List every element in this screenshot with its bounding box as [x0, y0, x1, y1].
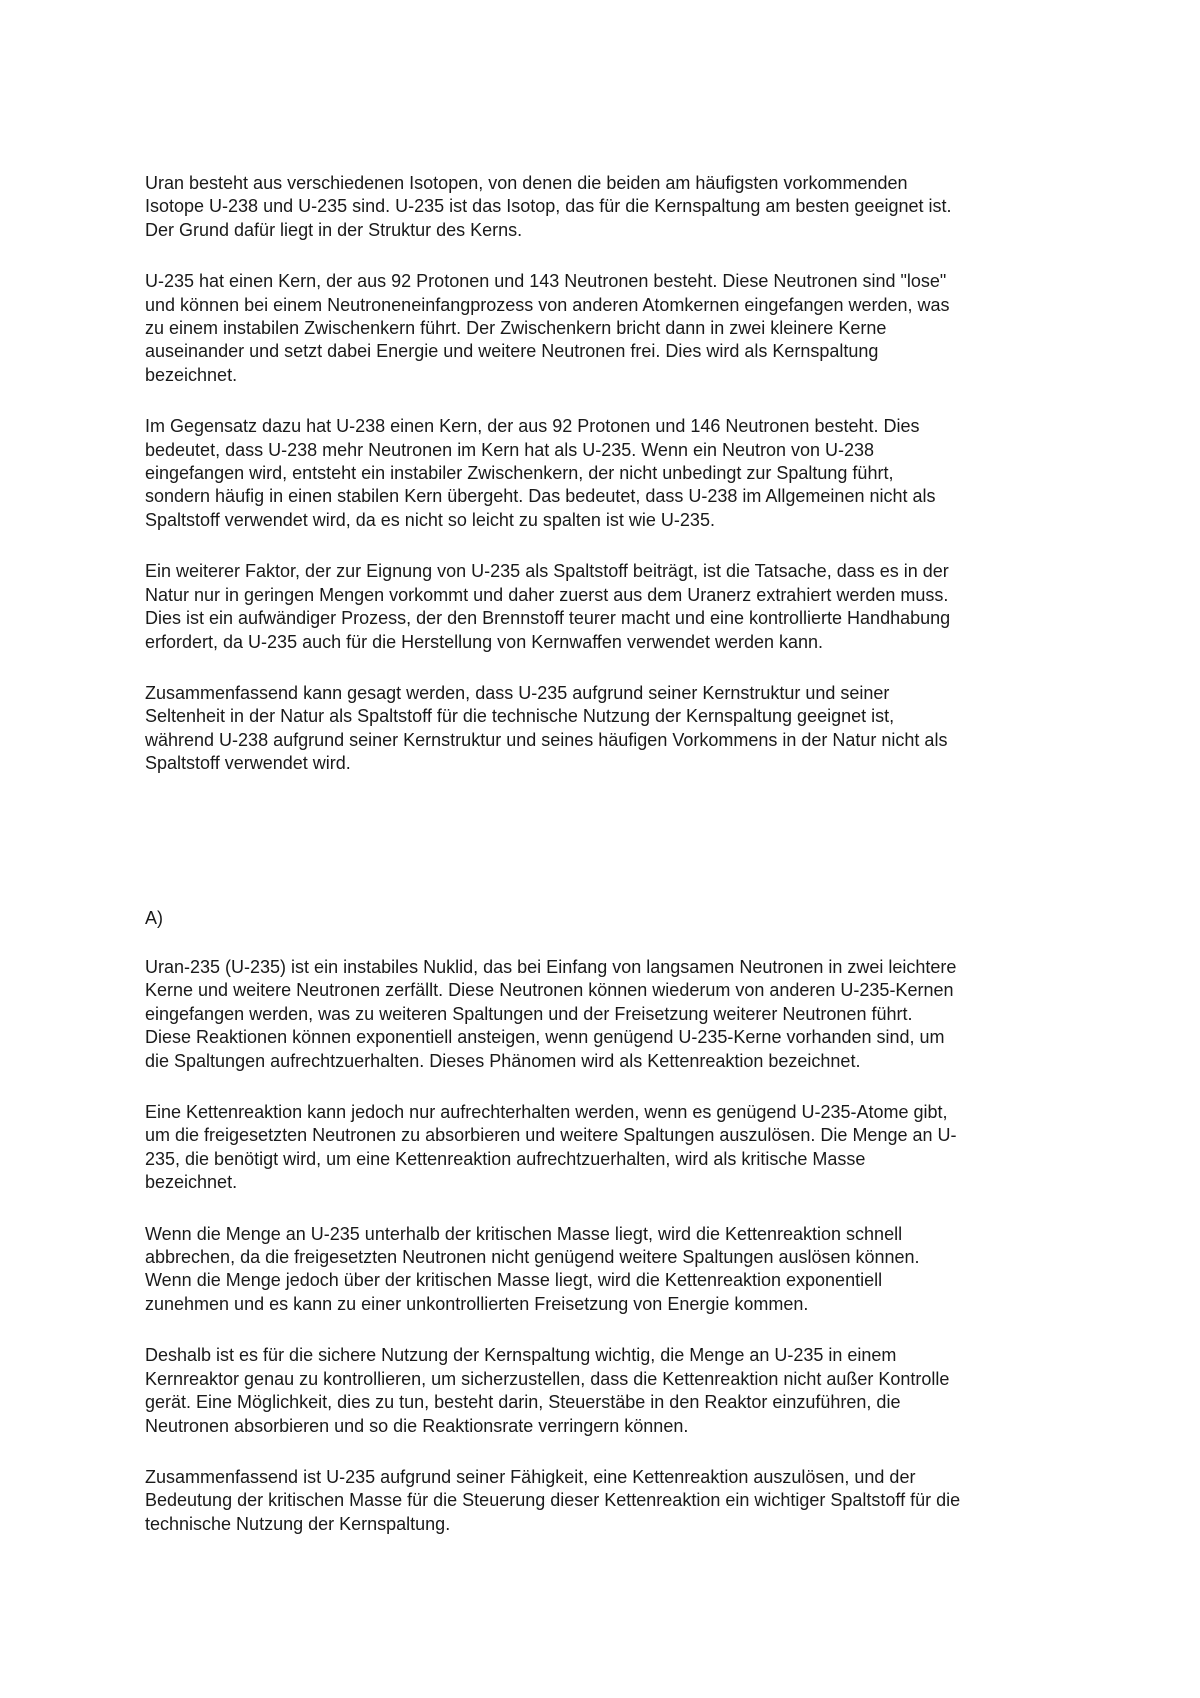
paragraph: Uran besteht aus verschiedenen Isotopen, von denen die beiden am häufigsten vorkommenden Isotope U-238 und U-235 sind. U-235 ist das Isotop, das für die Kernspaltung am besten geeignet ist. Der Grund dafür liegt in der Struktur des Kerns.: [145, 173, 952, 240]
paragraph: Ein weiterer Faktor, der zur Eignung von U-235 als Spaltstoff beiträgt, ist die Tatsache, dass es in der Natur nur in geringen Mengen vorkommt und daher zuerst aus dem Uranerz extrahiert werden muss. Dies ist ein aufwändiger Prozess, der den Brennstoff teurer macht und eine kontrollierte Handhabung erfordert, da U-235 auch für die Herstellung von Kernwaffen verwendet werden kann.: [145, 561, 951, 652]
paragraph: Eine Kettenreaktion kann jedoch nur aufrechterhalten werden, wenn es genügend U-235-Atome gibt, um die freigesetzten Neutronen zu absorbieren und weitere Spaltungen auszulösen. Die Menge an U- 235, die benötigt wird, um eine Kettenreaktion aufrechtzuerhalten, wird als kritische Masse bezeichnet.: [145, 1102, 957, 1193]
paragraph: Deshalb ist es für die sichere Nutzung der Kernspaltung wichtig, die Menge an U-235 in einem Kernreaktor genau zu kontrollieren, um sicherzustellen, dass die Kettenreaktion nicht außer Kontrolle gerät. Eine Möglichkeit, dies zu tun, besteht darin, Steuerstäbe in den Reaktor einzuführen, die Neutronen absorbieren und so die Reaktionsrate verringern können.: [145, 1345, 950, 1436]
paragraph: Zusammenfassend ist U-235 aufgrund seiner Fähigkeit, eine Kettenreaktion auszulösen, und der Bedeutung der kritischen Masse für die Steuerung dieser Kettenreaktion ein wichtiger Spaltstoff für die technische Nutzung der Kernspaltung.: [145, 1466, 961, 1534]
paragraph: Zusammenfassend kann gesagt werden, dass U-235 aufgrund seiner Kernstruktur und seiner Seltenheit in der Natur als Spaltstoff für die technische Nutzung der Kernspaltung geeignet ist, während U-238 aufgrund seiner Kernstruktur und seines häufigen Vorkommens in der Natur nicht als Spaltstoff verwendet wird.: [145, 682, 948, 774]
section-uranium-isotopes: [145, 172, 1070, 804]
section-chain-reaction: [145, 956, 1070, 1564]
paragraph: Wenn die Menge an U-235 unterhalb der kritischen Masse liegt, wird die Kettenreaktion schnell abbrechen, da die freigesetzten Neutronen nicht genügend weitere Spaltungen auslösen können. Wenn die Menge jedoch über der kritischen Masse liegt, wird die Kettenreaktion exponentiell zunehmen und es kann zu einer unkontrollierten Freisetzung von Energie kommen.: [145, 1223, 920, 1314]
paragraph: Uran-235 (U-235) ist ein instabiles Nuklid, das bei Einfang von langsamen Neutronen in zwei leichtere Kerne und weitere Neutronen zerfällt. Diese Neutronen können wiederum von anderen U-235-Kernen eingefangen werden, was zu weiteren Spaltungen und der Freisetzung weiterer Neutronen führt. Diese Reaktionen können exponentiell ansteigen, wenn genügend U-235-Kerne vorhanden sind, um die Spaltungen aufrechtzuerhalten. Dieses Phänomen wird als Kettenreaktion bezeichnet.: [145, 957, 957, 1071]
section-label-a: A): [145, 908, 163, 928]
paragraph: U-235 hat einen Kern, der aus 92 Protonen und 143 Neutronen besteht. Diese Neutronen sind "lose" und können bei einem Neutroneneinfangprozess von anderen Atomkernen eingefangen werden, was zu einem instabilen Zwischenkern führt. Der Zwischenkern bricht dann in zwei kleinere Kerne auseinander und setzt dabei Energie und weitere Neutronen frei. Dies wird als Kernspaltung bezeichnet.: [145, 271, 950, 385]
paragraph: Im Gegensatz dazu hat U-238 einen Kern, der aus 92 Protonen und 146 Neutronen besteht. Dies bedeutet, dass U-238 mehr Neutronen im Kern hat als U-235. Wenn ein Neutron von U-238 eingefangen wird, entsteht ein instabiler Zwischenkern, der nicht unbedingt zur Spaltung führt, sondern häufig in einen stabilen Kern übergeht. Das bedeutet, dass U-238 im Allgemeinen nicht als Spaltstoff verwendet wird, da es nicht so leicht zu spalten ist wie U-235.: [145, 416, 936, 530]
